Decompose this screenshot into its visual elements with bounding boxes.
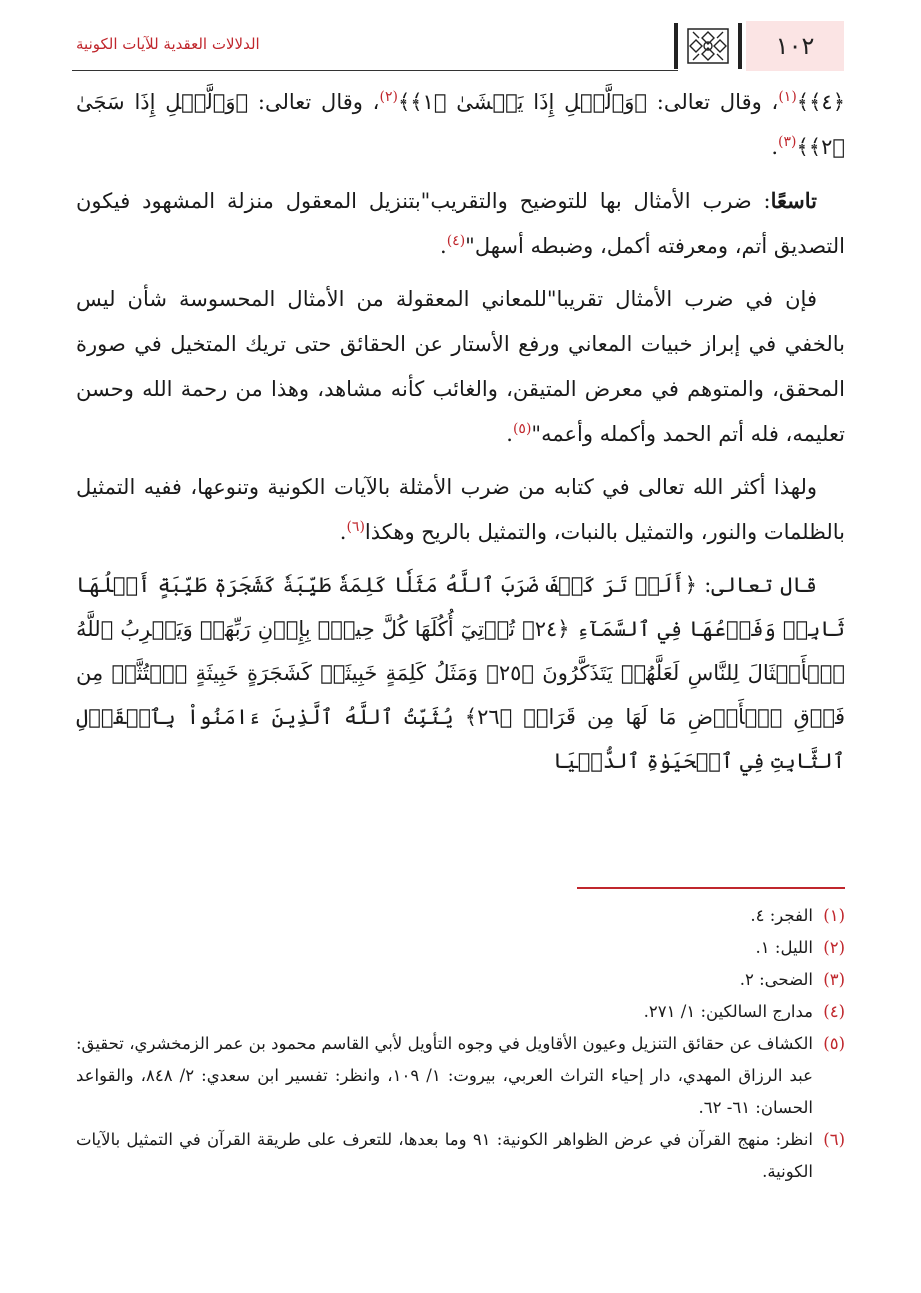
paragraph-1: [76, 80, 845, 170]
footnote-text: الضحى: ٢.: [739, 970, 813, 989]
footnote-separator: [577, 887, 845, 889]
footnote-ref-3: (٣): [778, 134, 797, 150]
running-title: الدلالات العقدية للآيات الكونية: [76, 35, 260, 53]
main-text: [76, 80, 845, 791]
footnote-6: [76, 1124, 845, 1188]
paragraph-3: [76, 277, 845, 457]
paragraph-3-text: فإن في ضرب الأمثال تقريبا"للمعاني المعقولة من الأمثال المحسوسة شأن ليس بالخفي في إبراز خبيات المعاني ورفع الأستار عن الحقائق حتى تريك المتخيل في صورة المحقق، والمتوهم في معرض المتيقن، والغائب كأنه مشاهد، وهذا من رحمة الله وحسن تعليمه، فله أتم الحمد وأكمله وأعمه": [76, 287, 845, 446]
paragraph-1-end: .: [771, 135, 779, 159]
footnote-ref-2: (٢): [379, 89, 398, 105]
page-number: ١٠٢: [775, 32, 815, 60]
footnote-text: الليل: ١.: [755, 938, 813, 957]
footnote-number: (٣): [823, 970, 845, 989]
paragraph-2: [76, 178, 845, 269]
paragraph-4-end: .: [339, 520, 347, 544]
paragraph-2-text: : ضرب الأمثال بها للتوضيح والتقريب"بتنزيل المعقول منزلة المشهود فيكون التصديق أتم، ومعرفته أكمل، وضبطه أسهل": [76, 189, 845, 258]
header-rule: [72, 70, 678, 71]
ornament-icon: [674, 23, 742, 69]
footnote-ref-6: (٦): [346, 519, 365, 535]
quran-verse-ibrahim: ﴿أَلَمۡ تَرَ كَيۡفَ ضَرَبَ ٱللَّهُ مَثَلٗا كَلِمَةٗ طَيِّبَةٗ كَشَجَرَةٖ طَيِّبَةٍ أَصۡلُهَا ثَابِتٞ وَفَرۡعُهَا فِي ٱلسَّمَآءِ ﴿٢٤﴾ تُؤۡتِيٓ أُكُلَهَا كُلَّ حِينِۭ بِإِذۡنِ رَبِّهَاۗ وَيَضۡرِبُ ٱللَّهُ ٱلۡأَمۡثَالَ لِلنَّاسِ لَعَلَّهُمۡ يَتَذَكَّرُونَ ﴿٢٥﴾ وَمَثَلُ كَلِمَةٍ خَبِيثَةٖ كَشَجَرَةٍ خَبِيثَةٍ ٱجۡتُثَّتۡ مِن فَوۡقِ ٱلۡأَرۡضِ مَا لَهَا مِن قَرَارٖ ﴿٢٦﴾ يُثَبِّتُ ٱللَّهُ ٱلَّذِينَ ءَامَنُواْ بِٱلۡقَوۡلِ ٱلثَّابِتِ فِي ٱلۡحَيَوٰةِ ٱلدُّنۡيَا: [76, 573, 845, 773]
footnote-number: (٦): [823, 1130, 845, 1149]
page-header: [72, 21, 844, 71]
verse-end-fajr: ﴿٤﴾﴾: [796, 90, 845, 114]
paragraph-3-end: .: [506, 422, 513, 446]
paragraph-4: [76, 465, 845, 555]
footnote-number: (٢): [823, 938, 845, 957]
paragraph-4-text: ولهذا أكثر الله تعالى في كتابه من ضرب الأمثلة بالآيات الكونية وتنوعها، ففيه التمثيل بالظلمات والنور، والتمثيل بالنبات، والتمثيل بالريح وهكذا: [76, 475, 845, 544]
footnote-number: (٥): [823, 1034, 845, 1053]
footnote-ref-1: (١): [778, 89, 797, 105]
footnotes: [76, 900, 845, 1188]
page-number-box: [746, 21, 844, 71]
paragraph-2-end: .: [440, 234, 447, 258]
footnote-2: [76, 932, 845, 964]
paragraph-5-intro: قال تعالى:: [696, 573, 817, 597]
footnote-ref-4: (٤): [446, 233, 466, 249]
paragraph-5: [76, 563, 845, 783]
footnote-text: مدارج السالكين: ١/ ٢٧١.: [643, 1002, 813, 1021]
verse-duha: ، وقال تعالى: ﴿وَٱلَّيۡلِ إِذَا سَجَىٰ ﴿٢﴾﴾: [76, 90, 845, 159]
footnote-5: [76, 1028, 845, 1124]
footnote-text: انظر: منهج القرآن في عرض الظواهر الكونية: ٩١ وما بعدها، للتعرف على طريقة القرآن في التمثيل بالآيات الكونية.: [76, 1130, 813, 1181]
footnote-text: الكشاف عن حقائق التنزيل وعيون الأقاويل في وجوه التأويل لأبي القاسم محمود بن عمر الزمخشري، تحقيق: عبد الرزاق المهدي، دار إحياء التراث العربي، بيروت: ١/ ١٠٩، وانظر: تفسير ابن سعدي: ٢/ ٨٤٨، والقواعد الحسان: ٦١- ٦٢.: [76, 1034, 813, 1117]
footnote-3: [76, 964, 845, 996]
footnote-4: [76, 996, 845, 1028]
verse-layl: ، وقال تعالى: ﴿وَٱلَّيۡلِ إِذَا يَغۡشَىٰ ﴿١﴾﴾: [397, 90, 779, 114]
footnote-1: [76, 900, 845, 932]
footnote-number: (٤): [823, 1002, 845, 1021]
footnote-number: (١): [823, 906, 845, 925]
footnote-ref-5: (٥): [512, 421, 532, 437]
footnote-text: الفجر: ٤.: [750, 906, 813, 925]
paragraph-2-lead: تاسعًا: [770, 188, 817, 213]
